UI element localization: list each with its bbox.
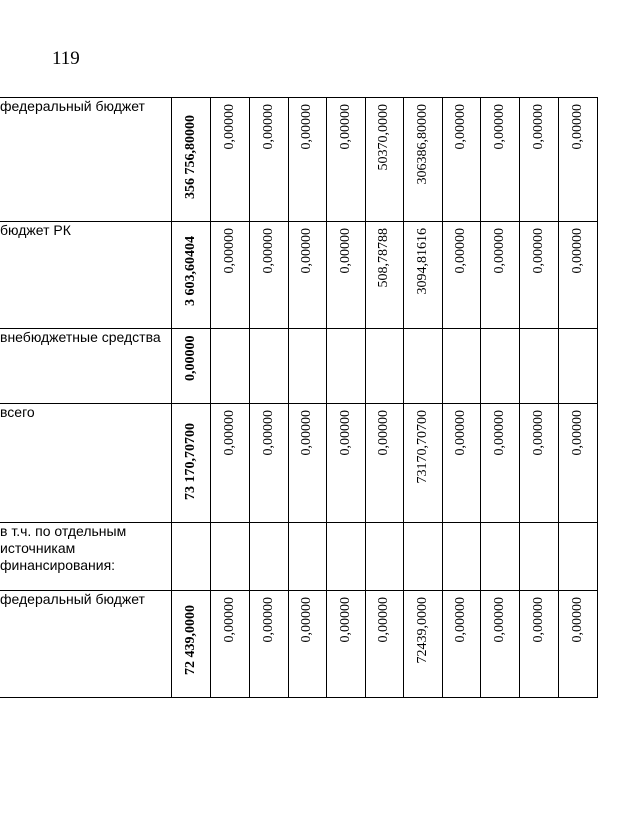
row-label: бюджет РК (0, 222, 171, 329)
value-cell (288, 404, 326, 523)
total-cell (171, 404, 210, 523)
value-cell (365, 591, 403, 698)
cell-value: 508,78788 (376, 228, 391, 288)
cell-value: 0,00000 (221, 228, 237, 274)
value-cell (558, 222, 597, 329)
cell-value: 0,00000 (569, 410, 585, 456)
cell-value: 0,00000 (530, 597, 546, 643)
cell-value: 0,00000 (221, 104, 237, 150)
cell-value: 0,00000 (337, 104, 353, 150)
value-cell (210, 591, 249, 698)
value-cell (403, 329, 442, 404)
value-cell (480, 98, 519, 222)
cell-value: 0,00000 (491, 410, 507, 456)
cell-value: 0,00000 (337, 410, 353, 456)
value-cell (442, 98, 480, 222)
value-cell (403, 404, 442, 523)
table-row (0, 98, 597, 222)
cell-value: 0,00000 (491, 104, 507, 150)
cell-value: 0,00000 (530, 104, 546, 150)
value-cell (210, 329, 249, 404)
cell-value: 0,00000 (453, 228, 468, 274)
cell-value: 0,00000 (299, 410, 314, 456)
value-cell (365, 523, 403, 591)
cell-value: 0,00000 (453, 104, 468, 150)
cell-value: 3094,81616 (414, 228, 430, 295)
value-cell (403, 98, 442, 222)
value-cell (365, 222, 403, 329)
row-label: федеральный бюджет (0, 98, 171, 222)
total-cell (171, 591, 210, 698)
value-cell (442, 222, 480, 329)
cell-value: 0,00000 (299, 228, 314, 274)
cell-value: 0,00000 (491, 228, 507, 274)
budget-table (0, 97, 598, 698)
total-cell (171, 523, 210, 591)
value-cell (403, 523, 442, 591)
table-row (0, 591, 597, 698)
value-cell (249, 404, 288, 523)
value-cell (210, 523, 249, 591)
value-cell (326, 98, 365, 222)
cell-value: 0,00000 (337, 597, 353, 643)
total-value: 3 603,60404 (182, 236, 198, 306)
cell-value: 0,00000 (260, 228, 276, 274)
value-cell (558, 98, 597, 222)
table-row (0, 404, 597, 523)
value-cell (480, 329, 519, 404)
cell-value: 0,00000 (376, 410, 391, 456)
value-cell (288, 98, 326, 222)
cell-value: 0,00000 (569, 228, 585, 274)
cell-value: 0,00000 (260, 410, 276, 456)
value-cell (558, 523, 597, 591)
cell-value: 0,00000 (376, 597, 391, 643)
cell-value: 0,00000 (299, 104, 314, 150)
cell-value: 0,00000 (260, 104, 276, 150)
cell-value: 0,00000 (260, 597, 276, 643)
cell-value: 0,00000 (221, 410, 237, 456)
value-cell (210, 222, 249, 329)
total-value: 72 439,0000 (182, 605, 198, 675)
row-label: федеральный бюджет (0, 591, 171, 698)
cell-value: 0,00000 (530, 228, 546, 274)
total-cell (171, 329, 210, 404)
value-cell (326, 329, 365, 404)
cell-value: 50370,0000 (376, 104, 391, 171)
value-cell (326, 222, 365, 329)
value-cell (288, 591, 326, 698)
value-cell (326, 523, 365, 591)
row-label: всего (0, 404, 171, 523)
value-cell (519, 329, 558, 404)
value-cell (519, 222, 558, 329)
value-cell (365, 98, 403, 222)
cell-value: 0,00000 (491, 597, 507, 643)
value-cell (326, 404, 365, 523)
value-cell (558, 329, 597, 404)
cell-value: 0,00000 (221, 597, 237, 643)
value-cell (519, 523, 558, 591)
value-cell (442, 591, 480, 698)
cell-value: 0,00000 (337, 228, 353, 274)
row-label: в т.ч. по отдельным источникам финансирования: (0, 523, 171, 591)
total-value: 356 756,80000 (182, 115, 198, 199)
value-cell (558, 591, 597, 698)
value-cell (210, 404, 249, 523)
cell-value: 306386,80000 (414, 104, 430, 185)
table-row (0, 329, 597, 404)
value-cell (480, 404, 519, 523)
table-row (0, 523, 597, 591)
value-cell (403, 222, 442, 329)
table-row (0, 222, 597, 329)
total-value: 73 170,70700 (182, 423, 198, 500)
value-cell (403, 591, 442, 698)
value-cell (519, 404, 558, 523)
value-cell (480, 591, 519, 698)
value-cell (249, 222, 288, 329)
value-cell (442, 523, 480, 591)
cell-value: 0,00000 (530, 410, 546, 456)
row-label: внебюджетные средства (0, 329, 171, 404)
value-cell (288, 329, 326, 404)
value-cell (519, 591, 558, 698)
cell-value: 72439,0000 (414, 597, 430, 664)
value-cell (210, 98, 249, 222)
value-cell (288, 222, 326, 329)
value-cell (558, 404, 597, 523)
value-cell (480, 222, 519, 329)
value-cell (288, 523, 326, 591)
value-cell (249, 591, 288, 698)
cell-value: 0,00000 (299, 597, 314, 643)
cell-value: 73170,70700 (414, 410, 430, 484)
cell-value: 0,00000 (569, 104, 585, 150)
value-cell (365, 329, 403, 404)
page-number: 119 (52, 48, 80, 69)
cell-value: 0,00000 (453, 597, 468, 643)
value-cell (442, 404, 480, 523)
value-cell (365, 404, 403, 523)
value-cell (442, 329, 480, 404)
value-cell (249, 523, 288, 591)
value-cell (249, 329, 288, 404)
cell-value: 0,00000 (569, 597, 585, 643)
value-cell (249, 98, 288, 222)
cell-value: 0,00000 (453, 410, 468, 456)
total-cell (171, 98, 210, 222)
value-cell (519, 98, 558, 222)
total-value: 0,00000 (182, 335, 198, 381)
value-cell (480, 523, 519, 591)
total-cell (171, 222, 210, 329)
value-cell (326, 591, 365, 698)
